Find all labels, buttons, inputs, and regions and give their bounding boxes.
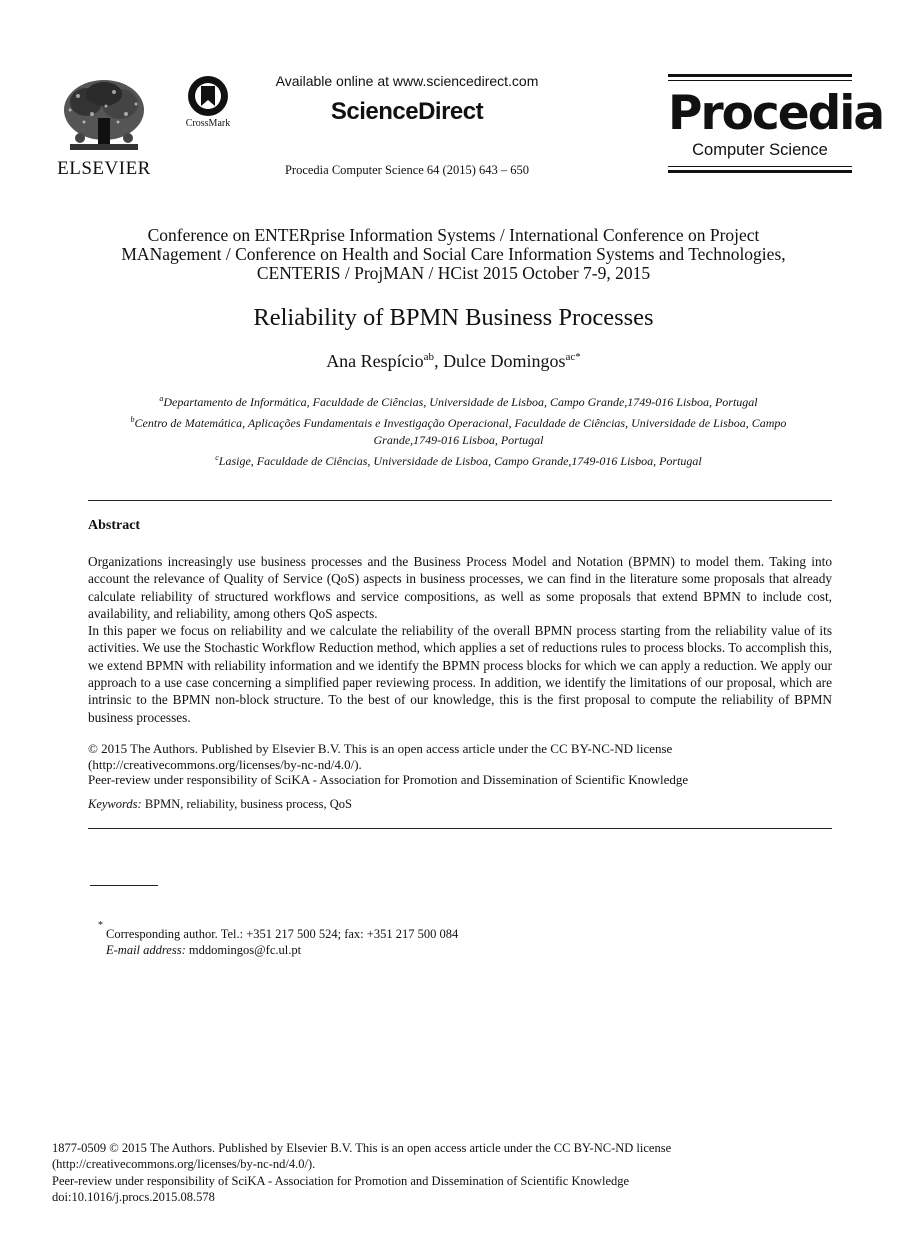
publisher-name: ELSEVIER bbox=[57, 158, 151, 179]
masthead-rule-top-thin bbox=[668, 80, 852, 81]
author-separator: , bbox=[434, 351, 444, 371]
affil-text: Departamento de Informática, Faculdade de Ciências, Universidade de Lisboa, Campo Grande,1749-016 Lisboa, Portugal bbox=[163, 395, 758, 409]
masthead-rule-top bbox=[668, 74, 852, 77]
procedia-subtitle: Computer Science bbox=[692, 141, 828, 159]
license-line: © 2015 The Authors. Published by Elsevier B.V. This is an open access article under the CC BY-NC-ND license bbox=[88, 741, 673, 756]
affil-mark: a bbox=[159, 394, 164, 403]
masthead-rule-bottom bbox=[668, 170, 852, 173]
corresponding-author: Corresponding author. Tel.: +351 217 500 524; fax: +351 217 500 084 bbox=[106, 927, 459, 941]
masthead-rule-bottom-thin bbox=[668, 166, 852, 167]
author-name: Dulce Domingos bbox=[443, 351, 566, 371]
license-notice bbox=[88, 741, 832, 788]
email-label: E-mail address: bbox=[106, 943, 186, 957]
license-link[interactable]: (http://creativecommons.org/licenses/by-nc-nd/4.0/). bbox=[52, 1157, 316, 1172]
affiliation-b bbox=[110, 411, 807, 449]
footnote-rule bbox=[90, 885, 158, 886]
conference-line-3: CENTERIS / ProjMAN / HCist 2015 October 7-9, 2015 bbox=[256, 263, 651, 283]
affil-mark: c bbox=[215, 453, 219, 462]
author-affil-mark: ac* bbox=[565, 351, 581, 363]
affiliation-c bbox=[110, 449, 807, 470]
procedia-title: Procedia bbox=[668, 86, 884, 141]
affiliation-a bbox=[110, 390, 807, 411]
abstract-paragraph: Organizations increasingly use business processes and the Business Process Model and Notation (BPMN) to model them. Taking into account the relevance of Quality of Service (QoS) aspects in business processes, we can find in the literature some proposals that already calculate reliability of structured workflows and service compositions, as well as some proposals that extend BPMN to include cost, availability, and reliability, among others QoS aspects. bbox=[88, 554, 832, 621]
issn-copyright-line: 1877-0509 © 2015 The Authors. Published by Elsevier B.V. This is an open access article under the CC BY-NC-ND license bbox=[52, 1141, 672, 1155]
crossmark-label: CrossMark bbox=[185, 118, 231, 129]
peer-review-line: Peer-review under responsibility of SciKA - Association for Promotion and Dissemination of Scientific Knowledge bbox=[88, 772, 689, 788]
author-list bbox=[90, 351, 817, 372]
affiliations bbox=[110, 390, 807, 470]
author-affil-mark: ab bbox=[423, 351, 435, 363]
conference-line-1: Conference on ENTERprise Information Systems / International Conference on Project bbox=[147, 225, 760, 245]
license-link[interactable]: (http://creativecommons.org/licenses/by-nc-nd/4.0/). bbox=[88, 756, 362, 772]
abstract-bottom-rule bbox=[88, 828, 832, 829]
keywords bbox=[88, 797, 832, 812]
footnote-star: * bbox=[98, 920, 103, 931]
abstract-top-rule bbox=[88, 500, 832, 501]
paper-title: Reliability of BPMN Business Processes bbox=[253, 304, 654, 331]
author-name: Ana Respício bbox=[326, 351, 424, 371]
journal-reference: Procedia Computer Science 64 (2015) 643 – 650 bbox=[284, 163, 530, 177]
affil-text: Lasige, Faculdade de Ciências, Universidade de Lisboa, Campo Grande,1749-016 Lisboa, Portugal bbox=[218, 454, 702, 468]
doi-line[interactable]: doi:10.1016/j.procs.2015.08.578 bbox=[52, 1189, 215, 1204]
bottom-copyright bbox=[52, 1140, 852, 1205]
conference-line-2: MANagement / Conference on Health and Social Care Information Systems and Technologies, bbox=[121, 244, 786, 264]
keywords-label: Keywords: bbox=[88, 797, 142, 811]
available-online-link[interactable]: Available online at www.sciencedirect.com bbox=[275, 73, 539, 89]
peer-review-line: Peer-review under responsibility of SciKA - Association for Promotion and Dissemination of Scientific Knowledge bbox=[52, 1173, 630, 1188]
footnote bbox=[106, 926, 706, 958]
keywords-value: BPMN, reliability, business process, QoS bbox=[141, 797, 352, 811]
abstract-heading: Abstract bbox=[88, 518, 141, 533]
conference-name bbox=[90, 226, 817, 283]
abstract-body bbox=[88, 553, 832, 726]
email-address[interactable]: mddomingos@fc.ul.pt bbox=[185, 943, 302, 957]
email-line bbox=[106, 942, 706, 958]
affil-text: Centro de Matemática, Aplicações Fundamentais e Investigação Operacional, Faculdade de Ciências, Universidade de Lisboa, Campo Grande,1749-016 Lisboa, Portugal bbox=[134, 416, 787, 447]
affil-mark: b bbox=[130, 415, 135, 424]
sciencedirect-brand[interactable]: ScienceDirect bbox=[330, 98, 484, 125]
abstract-paragraph: In this paper we focus on reliability and we calculate the reliability of the overall BPMN process starting from the reliability value of its activities. We use the Stochastic Workflow Reduction method, which applies a set of reductions rules to process blocks. To accomplish this, we extend BPMN with reliability information and we identify the BPMN process blocks for which we can apply a reduction. We apply our approach to a use case concerning a simplified paper reviewing process. In addition, we identify the limitations of our proposal, which are intrinsic to the BPMN non-block structure. To the best of our knowledge, this is the first proposal to compute the reliability of BPMN business processes. bbox=[88, 623, 832, 725]
